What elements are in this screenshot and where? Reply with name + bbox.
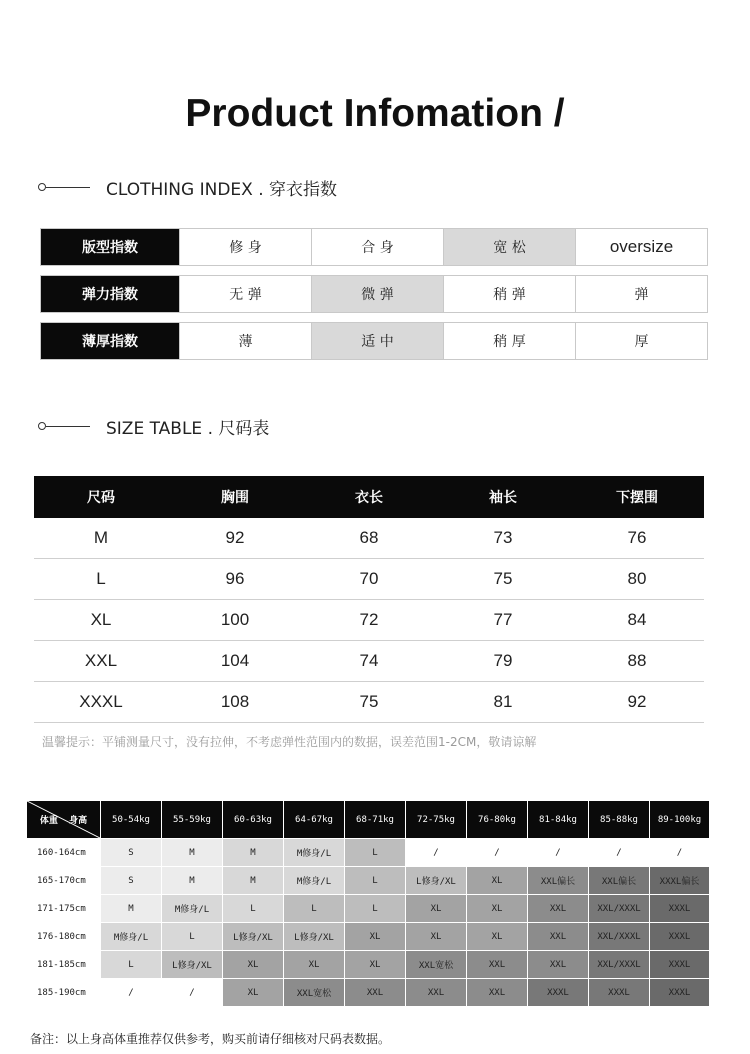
size-cell: 96 [225, 569, 245, 588]
recommendation-cell: XXL/XXXL [589, 895, 650, 923]
size-cell: 92 [627, 692, 647, 711]
index-row-label: 弹力指数 [41, 276, 179, 312]
recommendation-cell: XXL/XXXL [589, 951, 650, 979]
table-row [27, 839, 710, 867]
size-table-title: SIZE TABLE . 尺码表 [106, 418, 270, 439]
size-note: 温馨提示：平铺测量尺寸，没有拉伸，不考虑弹性范围内的数据，误差范围1-2CM，敬请谅解 [42, 735, 537, 749]
bullet-line-icon [38, 420, 90, 432]
size-table-heading [38, 413, 269, 439]
recommendation-cell: / [467, 839, 528, 867]
table-row [27, 923, 710, 951]
index-cell: 微 弹 [311, 276, 443, 312]
size-cell: 76 [627, 528, 647, 547]
recommendation-cell: XXL [406, 979, 467, 1007]
table-row [27, 895, 710, 923]
recommendation-cell: XL [406, 895, 467, 923]
recommendation-cell: L [345, 895, 406, 923]
index-cell: 宽 松 [443, 229, 575, 265]
recommendation-cell: XXL偏长 [528, 867, 589, 895]
footer-note: 备注：以上身高体重推荐仅供参考，购买前请仔细核对尺码表数据。 [30, 1032, 391, 1046]
index-row [40, 275, 708, 313]
recommendation-cell: M修身/L [284, 867, 345, 895]
recommendation-cell: L修身/XL [284, 923, 345, 951]
recommendation-cell: M [162, 867, 223, 895]
table-row [27, 951, 710, 979]
size-cell: 80 [627, 569, 647, 588]
weight-header-cell: 89-100kg [650, 801, 710, 839]
recommendation-cell: / [162, 979, 223, 1007]
table-row [34, 682, 704, 723]
index-cell: 合 身 [311, 229, 443, 265]
index-cell: oversize [575, 229, 707, 265]
recommendation-cell: XXL偏长 [589, 867, 650, 895]
clothing-index-heading [38, 174, 337, 200]
size-table-header [34, 476, 704, 518]
recommendation-cell: XXL宽松 [406, 951, 467, 979]
weight-header-cell: 72-75kg [406, 801, 467, 839]
recommendation-cell: M修身/L [162, 895, 223, 923]
recommendation-cell: XXXL [528, 979, 589, 1007]
size-cell: 92 [225, 528, 245, 547]
table-row [34, 559, 704, 600]
recommendation-cell: / [650, 839, 710, 867]
height-label-cell: 185-190cm [27, 979, 101, 1007]
recommendation-header-row [27, 801, 710, 839]
size-header-cell: 胸围 [221, 490, 249, 506]
page-title: Product Infomation / [185, 92, 565, 135]
recommendation-cell: XL [223, 951, 284, 979]
recommendation-cell: / [589, 839, 650, 867]
recommendation-cell: XL [467, 867, 528, 895]
recommendation-cell: XXL [467, 951, 528, 979]
weight-header-cell: 50-54kg [101, 801, 162, 839]
size-cell: 84 [627, 610, 647, 629]
recommendation-cell: L修身/XL [406, 867, 467, 895]
recommendation-cell: XXL [528, 895, 589, 923]
size-cell: L [96, 569, 106, 588]
size-cell: 81 [493, 692, 513, 711]
index-cell: 厚 [575, 323, 707, 359]
table-row [34, 518, 704, 559]
recommendation-cell: M [223, 867, 284, 895]
recommendation-cell: XL [284, 951, 345, 979]
recommendation-cell: / [528, 839, 589, 867]
height-label-cell: 176-180cm [27, 923, 101, 951]
weight-header-cell: 76-80kg [467, 801, 528, 839]
size-cell: 88 [627, 651, 647, 670]
height-label-cell: 171-175cm [27, 895, 101, 923]
recommendation-cell: L [345, 839, 406, 867]
recommendation-cell: S [101, 867, 162, 895]
recommendation-cell: XL [223, 979, 284, 1007]
clothing-index-table [40, 228, 708, 369]
weight-header-cell: 85-88kg [589, 801, 650, 839]
recommendation-cell: L [284, 895, 345, 923]
recommendation-cell: M修身/L [284, 839, 345, 867]
recommendation-cell: L [223, 895, 284, 923]
recommendation-cell: XL [345, 923, 406, 951]
size-cell: 108 [220, 692, 250, 711]
height-label-cell: 181-185cm [27, 951, 101, 979]
index-row [40, 228, 708, 266]
size-recommendation-table [26, 800, 710, 1007]
recommendation-cell: XXXL [650, 951, 710, 979]
recommendation-cell: / [406, 839, 467, 867]
height-label-cell: 160-164cm [27, 839, 101, 867]
recommendation-cell: XXL [528, 923, 589, 951]
clothing-index-title: CLOTHING INDEX . 穿衣指数 [106, 179, 338, 200]
recommendation-cell: XXL宽松 [284, 979, 345, 1007]
size-cell: 79 [493, 651, 513, 670]
recommendation-cell: L修身/XL [223, 923, 284, 951]
recommendation-cell: XXXL [650, 895, 710, 923]
size-cell: M [93, 528, 109, 547]
size-cell: 74 [359, 651, 379, 670]
corner-cell [27, 801, 101, 839]
index-row-label: 薄厚指数 [41, 323, 179, 359]
index-cell: 适 中 [311, 323, 443, 359]
size-cell: 100 [220, 610, 250, 629]
size-header-cell: 下摆围 [616, 490, 658, 506]
recommendation-cell: XXL [528, 951, 589, 979]
recommendation-cell: XXXL [589, 979, 650, 1007]
recommendation-cell: XXXL偏长 [650, 867, 710, 895]
recommendation-cell: L修身/XL [162, 951, 223, 979]
weight-header-cell: 55-59kg [162, 801, 223, 839]
index-cell: 修 身 [179, 229, 311, 265]
recommendation-cell: M [101, 895, 162, 923]
height-label-cell: 165-170cm [27, 867, 101, 895]
size-header-cell: 尺码 [87, 490, 115, 506]
size-cell: XXL [84, 651, 118, 670]
weight-header-cell: 81-84kg [528, 801, 589, 839]
recommendation-cell: M [162, 839, 223, 867]
weight-header-cell: 60-63kg [223, 801, 284, 839]
recommendation-cell: XL [467, 923, 528, 951]
size-cell: 72 [359, 610, 379, 629]
index-row [40, 322, 708, 360]
index-cell: 稍 弹 [443, 276, 575, 312]
recommendation-cell: M修身/L [101, 923, 162, 951]
size-header-cell: 袖长 [489, 490, 517, 506]
recommendation-cell: XXXL [650, 979, 710, 1007]
recommendation-cell: XXXL [650, 923, 710, 951]
diagonal-divider-icon [27, 801, 100, 838]
recommendation-cell: XXL [467, 979, 528, 1007]
index-cell: 稍 厚 [443, 323, 575, 359]
recommendation-cell: M [223, 839, 284, 867]
recommendation-cell: XL [345, 951, 406, 979]
recommendation-cell: L [101, 951, 162, 979]
size-table-body [34, 518, 704, 723]
recommendation-cell: / [101, 979, 162, 1007]
index-cell: 无 弹 [179, 276, 311, 312]
size-cell: 73 [493, 528, 513, 547]
size-table [34, 476, 704, 723]
table-row [34, 641, 704, 682]
size-cell: 104 [220, 651, 250, 670]
recommendation-cell: L [345, 867, 406, 895]
size-cell: 70 [359, 569, 379, 588]
size-cell: 75 [493, 569, 513, 588]
recommendation-cell: L [162, 923, 223, 951]
recommendation-cell: S [101, 839, 162, 867]
corner-height-label: 身高 [69, 816, 88, 826]
index-cell: 弹 [575, 276, 707, 312]
index-cell: 薄 [179, 323, 311, 359]
size-cell: 75 [359, 692, 379, 711]
recommendation-cell: XL [467, 895, 528, 923]
size-cell: XL [90, 610, 112, 629]
table-row [27, 867, 710, 895]
size-header-cell: 衣长 [355, 490, 383, 506]
recommendation-cell: XL [406, 923, 467, 951]
index-row-label: 版型指数 [41, 229, 179, 265]
weight-header-cell: 64-67kg [284, 801, 345, 839]
size-cell: 68 [359, 528, 379, 547]
bullet-line-icon [38, 181, 90, 193]
corner-weight-label: 体重 [39, 816, 58, 826]
recommendation-cell: XXL [345, 979, 406, 1007]
table-row [34, 600, 704, 641]
size-cell: XXXL [79, 692, 123, 711]
size-cell: 77 [493, 610, 513, 629]
recommendation-cell: XXL/XXXL [589, 923, 650, 951]
weight-header-cell: 68-71kg [345, 801, 406, 839]
table-row [27, 979, 710, 1007]
